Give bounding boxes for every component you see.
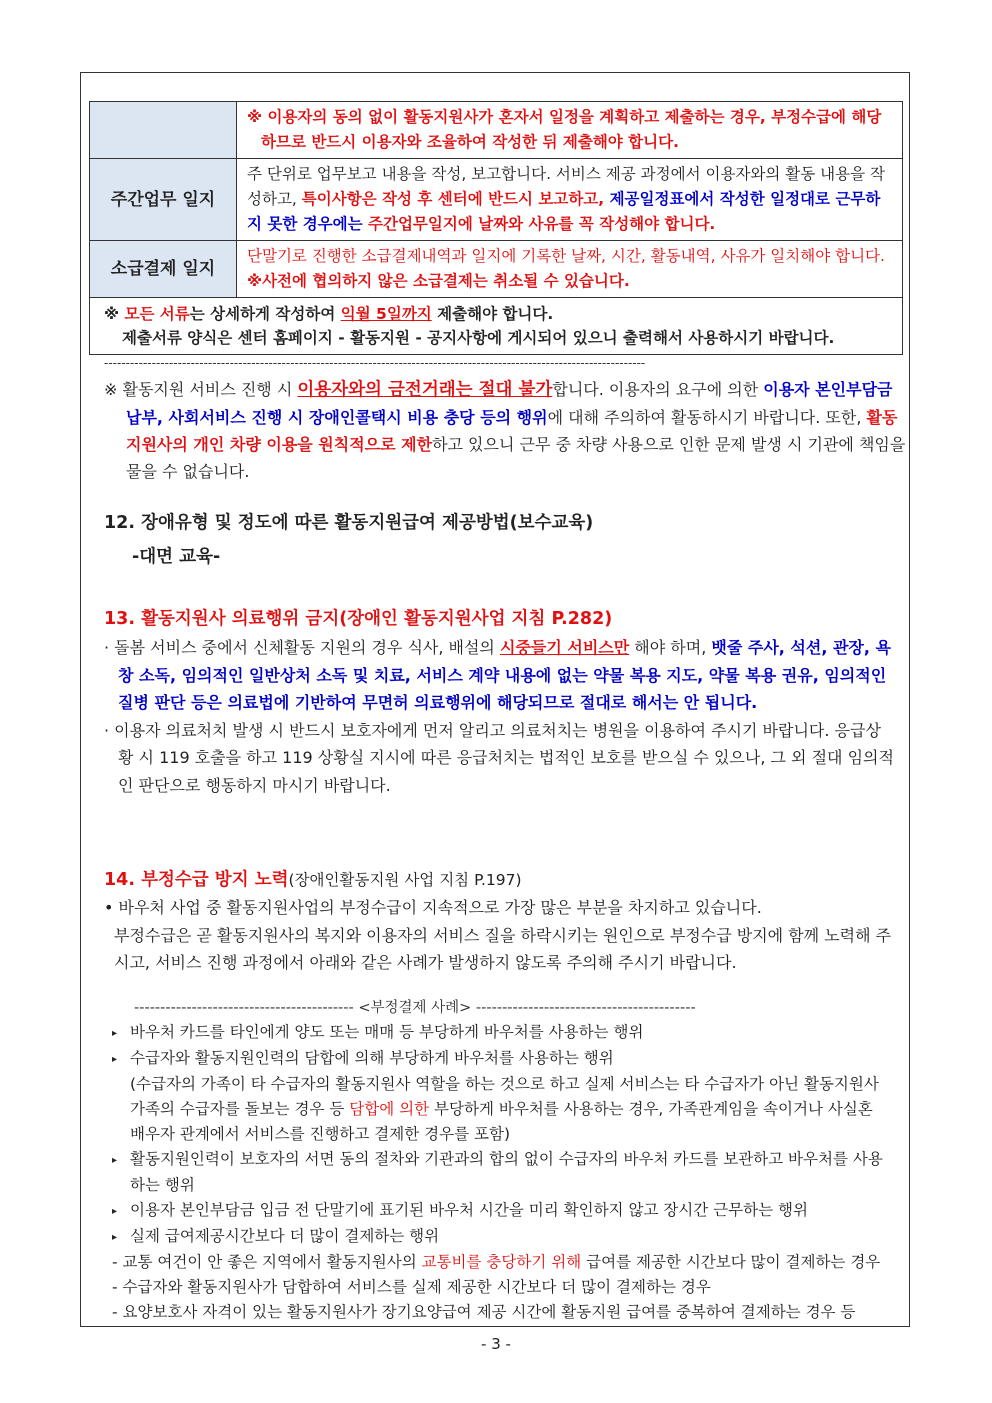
section-13-bullets <box>104 634 894 799</box>
form-location-note: 제출서류 양식은 센터 홈페이지 - 활동지원 - 공지사항에 게시되어 있으니 출력해서 사용하시기 바랍니다. <box>122 329 835 347</box>
case-item: ▸ 이용자 본인부담금 입금 전 단말기에 표기된 바우처 시간을 미리 확인하지 않고 장시간 근무하는 행위 <box>112 1198 892 1224</box>
triangle-bullet-icon: ▸ <box>112 1155 118 1166</box>
section-14-intro <box>104 894 894 977</box>
case-detail: (수급자의 가족이 타 수급자의 활동지원사 역할을 하는 것으로 하고 실제 서비스는 타 수급자가 아닌 활동지원사 가족의 수급자를 돌보는 경우 등 담합에 의한 부당하게 바우처를 사용하는 경우, 가족관계임을 속이거나 사실혼 배우자 관계에서 서비스를 진행하고 결제한 경우를 포함) <box>130 1075 879 1143</box>
section-12-subtitle: -대면 교육- <box>132 547 221 567</box>
case-subitem: - 교통 여건이 안 좋은 지역에서 활동지원사의 교통비를 충당하기 위해 급여를 제공한 시간보다 많이 결제하는 경우 <box>112 1253 881 1271</box>
weekly-report-row <box>90 159 903 241</box>
case-item: ▸ 바우처 카드를 타인에게 양도 또는 매매 등 부당하게 바우처를 사용하는 행위 <box>112 1020 892 1046</box>
case-item: ▸ 실제 급여제공시간보다 더 많이 결제하는 행위 <box>112 1224 892 1250</box>
money-transaction-notice: ※ 활동지원 서비스 진행 시 이용자와의 금전거래는 절대 불가합니다. 이용자의 요구에 의한 이용자 본인부담금 납부, 사회서비스 진행 시 장애인콜택시 비용 충당 등의 행위에 대해 주의하여 활동하시기 바랍니다. 또한, 활동지원사의 개인 차량 이용을 원칙적으로 제한하고 있으니 근무 중 차량 사용으로 인한 문제 발생 시 기관에 책임을 물을 수 없습니다. <box>104 380 906 481</box>
triangle-bullet-icon: ▸ <box>112 1054 118 1065</box>
fraud-cases-list <box>112 1020 892 1325</box>
triangle-bullet-icon: ▸ <box>112 1232 118 1243</box>
submission-note: ※ 모든 서류는 상세하게 작성하여 익월 5일까지 제출해야 합니다. 제출서류 양식은 센터 홈페이지 - 활동지원 - 공지사항에 게시되어 있으니 출력해서 사용하시기 바랍니다. <box>90 298 903 355</box>
retro-payment-row <box>90 241 903 298</box>
section-14-title: 14. 부정수급 방지 노력(장애인활동지원 사업 지침 P.197) <box>104 870 522 890</box>
case-subitem: - 요양보호사 자격이 있는 활동지원사가 장기요양급여 제공 시간에 활동지원 급여를 중복하여 결제하는 경우 등 <box>112 1303 856 1321</box>
weekly-report-desc: 주 단위로 업무보고 내용을 작성, 보고합니다. 서비스 제공 과정에서 이용자와의 활동 내용을 작성하고, 특이사항은 작성 후 센터에 반드시 보고하고, 제공일정표에서 작성한 일정대로 근무하지 못한 경우에는 주간업무일지에 날짜와 사유를 꼭 작성해야 합니다. <box>237 159 903 241</box>
section-13-title: 13. 활동지원사 의료행위 금지(장애인 활동지원사업 지침 P.282) <box>104 609 613 629</box>
triangle-bullet-icon: ▸ <box>112 1028 118 1039</box>
case-item: ▸ 수급자와 활동지원인력의 담합에 의해 부당하게 바우처를 사용하는 행위 <box>112 1046 892 1072</box>
weekly-report-header: 주간업무 일지 <box>90 159 237 241</box>
page-number: - 3 - <box>481 1335 511 1353</box>
case-subitem: - 수급자와 활동지원사가 담합하여 서비스를 실제 제공한 시간보다 더 많이 결제하는 경우 <box>112 1278 711 1296</box>
fraud-cases-header: ------------------------------------------ <부정결제 사례> ------------------------------------------ <box>134 1000 696 1016</box>
fraud-intro-2: 부정수급은 곧 활동지원사의 복지와 이용자의 서비스 질을 하락시키는 원인으로 부정수급 방지에 함께 노력해 주시고, 서비스 진행 과정에서 아래와 같은 사례가 발생하지 않도록 주의해 주시기 바랍니다. <box>114 925 892 972</box>
medical-bullet-1: · 돌봄 서비스 중에서 신체활동 지원의 경우 식사, 배설의 시중들기 서비스만 해야 하며, 뱃줄 주사, 석션, 관장, 욕창 소독, 임의적인 일반상처 소독 및 치료, 서비스 계약 내용에 없는 약물 복용 지도, 약물 복용 권유, 임의적인 질병 판단 등은 의료법에 기반하여 무면허 의료행위에 해당되므로 절대로 해서는 안 됩니다. <box>104 638 891 712</box>
submission-note-row <box>90 298 903 355</box>
retro-payment-header: 소급결제 일지 <box>90 241 237 298</box>
medical-bullet-2: · 이용자 의료처치 발생 시 반드시 보호자에게 먼저 알리고 의료처치는 병원을 이용하여 주시기 바랍니다. 응급상황 시 119 호출을 하고 119 상황실 지시에 따른 응급처치는 법적인 보호를 받으실 수 있으나, 그 외 절대 임의적인 판단으로 행동하지 마시기 바랍니다. <box>104 720 894 795</box>
document-table <box>89 101 903 355</box>
section-12-title: 12. 장애유형 및 정도에 따른 활동지원급여 제공방법(보수교육) <box>104 513 594 533</box>
fraud-intro-1: • 바우처 사업 중 활동지원사업의 부정수급이 지속적으로 가장 많은 부분을 차지하고 있습니다. <box>104 898 762 917</box>
blank-header-cell <box>90 102 237 159</box>
triangle-bullet-icon: ▸ <box>112 1206 118 1217</box>
dashed-divider: ----------------------------------------------------------------------------------------------------------------------------- <box>104 356 646 370</box>
retro-payment-desc: 단말기로 진행한 소급결제내역과 일지에 기록한 날짜, 시간, 활동내역, 사유가 일치해야 합니다. ※사전에 협의하지 않은 소급결제는 취소될 수 있습니다. <box>237 241 903 298</box>
case-item: ▸ 활동지원인력이 보호자의 서면 동의 절차와 기관과의 합의 없이 수급자의 바우처 카드를 보관하고 바우처를 사용하는 행위 <box>112 1150 883 1194</box>
warning-row <box>90 102 903 159</box>
schedule-warning: ※ 이용자의 동의 없이 활동지원사가 혼자서 일정을 계획하고 제출하는 경우, 부정수급에 해당하므로 반드시 이용자와 조율하여 작성한 뒤 제출해야 합니다. <box>237 102 903 159</box>
